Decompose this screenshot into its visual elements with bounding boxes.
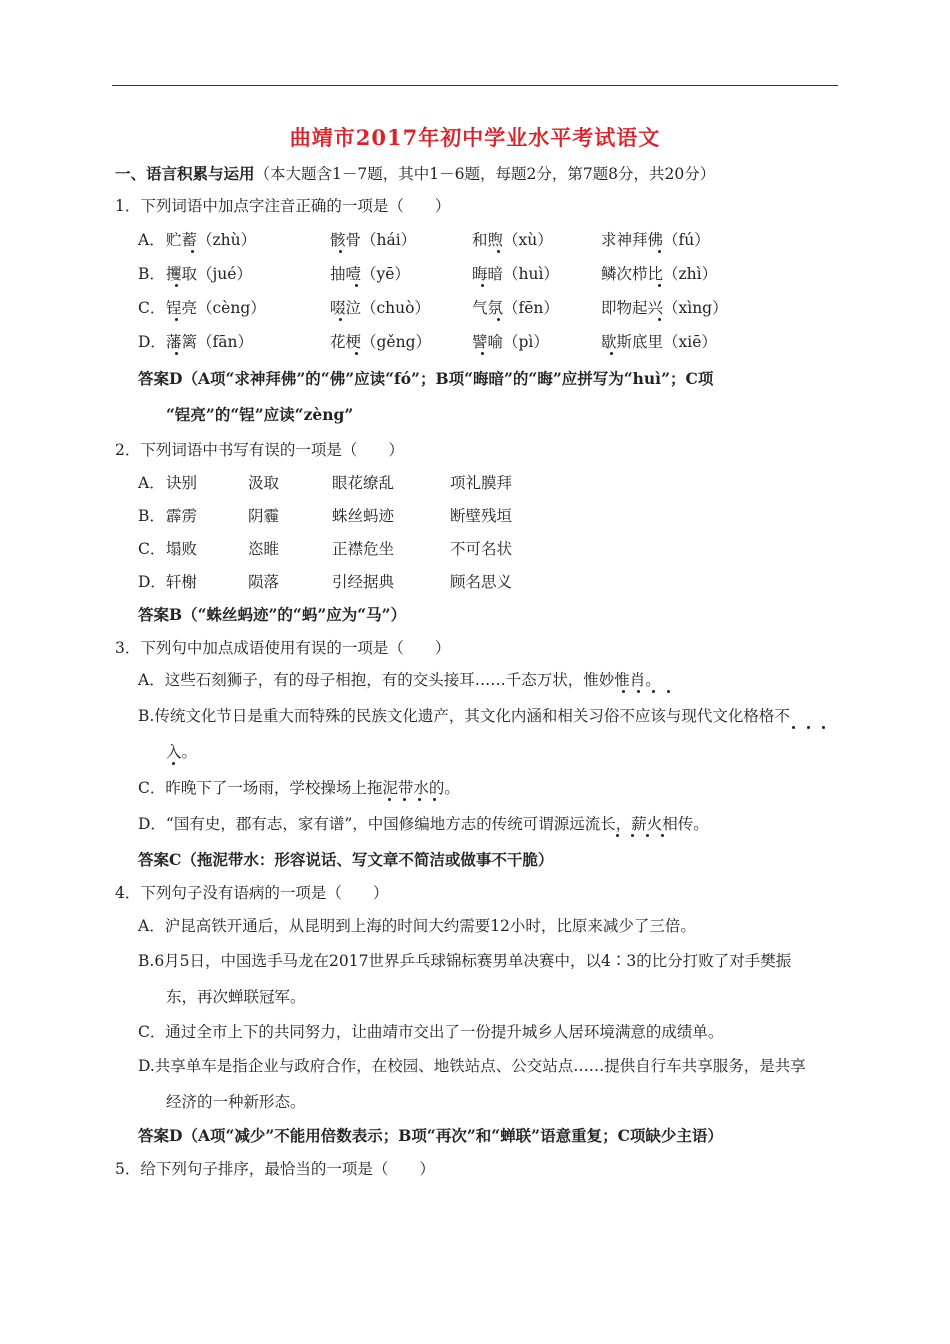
q2-b-1: 霹雳 xyxy=(166,507,198,525)
emphasis-dot xyxy=(792,726,795,729)
q1-a-4: 求神拜佛（fú） xyxy=(601,231,710,249)
q2-answer: 答案B（“蛛丝蚂迹”的“蚂”应为“马”） xyxy=(138,605,407,624)
q1-answer-line1: 答案D（A项“求神拜佛”的“佛”应读“fó”；B项“晦暗”的“晦”应拼写为“huì”；C项 xyxy=(138,369,714,388)
emphasis-dot xyxy=(631,834,634,837)
emphasis-dot xyxy=(658,318,661,321)
q1-d-2: 花梗（gěng） xyxy=(330,333,432,351)
q3-answer: 答案C（拖泥带水：形容说话、写文章不简洁或做事不干脆） xyxy=(138,850,554,869)
emphasis-dot xyxy=(418,798,421,801)
q1-answer-line2: “锃亮”的“锃”应读“zèng” xyxy=(166,405,354,424)
emphasis-dot xyxy=(481,352,484,355)
emphasis-dot xyxy=(822,726,825,729)
q3-option-d: D．“国有史，郡有志，家有谱”，中国修编地方志的传统可谓源远流长，薪火相传。 xyxy=(138,815,709,833)
emphasis-dot xyxy=(175,352,178,355)
q2-a-3: 眼花缭乱 xyxy=(332,474,395,492)
q2-a-4: 项礼膜拜 xyxy=(450,474,513,492)
q4-stem: 4．下列句子没有语病的一项是（ ） xyxy=(115,884,389,902)
q1-b-4: 鳞次栉比（zhì） xyxy=(601,265,718,283)
q3-option-b-line2: 入。 xyxy=(166,743,198,761)
section-heading xyxy=(115,164,715,184)
q1-b-1: 攫取（jué） xyxy=(166,265,252,283)
emphasis-dot xyxy=(175,284,178,287)
q2-c-label: C． xyxy=(138,540,166,558)
emphasis-dot xyxy=(637,690,640,693)
q2-c-4: 不可名状 xyxy=(450,540,513,558)
q1-c-1: 锃亮（cèng） xyxy=(166,299,266,317)
emphasis-dot xyxy=(616,834,619,837)
q3-option-a: A．这些石刻狮子，有的母子相抱，有的交头接耳……千态万状，惟妙惟肖。 xyxy=(138,671,661,689)
emphasis-dot xyxy=(658,284,661,287)
q1-a-3: 和煦（xù） xyxy=(472,231,553,249)
q1-a-2: 骸骨（hái） xyxy=(330,231,417,249)
q2-a-label: A． xyxy=(138,474,165,492)
q1-b-3: 晦暗（huì） xyxy=(472,265,559,283)
q2-stem: 2．下列词语中书写有误的一项是（ ） xyxy=(115,441,404,459)
emphasis-dot xyxy=(658,250,661,253)
q4-option-c: C．通过全市上下的共同努力，让曲靖市交出了一份提升城乡人居环境满意的成绩单。 xyxy=(138,1023,724,1041)
q2-c-2: 恣睢 xyxy=(248,540,280,558)
q2-d-2: 陨落 xyxy=(248,573,280,591)
q1-d-4: 歇斯底里（xiē） xyxy=(601,333,717,351)
emphasis-dot xyxy=(388,798,391,801)
q1-c-2: 啜泣（chuò） xyxy=(330,299,430,317)
emphasis-dot xyxy=(807,726,810,729)
emphasis-dot xyxy=(610,352,613,355)
q3-option-b-line1: B.传统文化节日是重大而特殊的民族文化遗产，其文化内涵和相关习俗不应该与现代文化格格不 xyxy=(138,707,790,725)
q2-c-3: 正襟危坐 xyxy=(332,540,395,558)
emphasis-dot xyxy=(667,690,670,693)
q4-option-d-line2: 经济的一种新形态。 xyxy=(166,1093,306,1111)
q3-stem: 3．下列句中加点成语使用有误的一项是（ ） xyxy=(115,639,451,657)
q1-b-label: B． xyxy=(138,265,165,283)
q2-b-label: B． xyxy=(138,507,165,525)
q1-c-4: 即物起兴（xìng） xyxy=(601,299,728,317)
emphasis-dot xyxy=(497,250,500,253)
q2-d-3: 引经据典 xyxy=(332,573,395,591)
q2-d-4: 顾名思义 xyxy=(450,573,513,591)
q4-option-a: A．沪昆高铁开通后，从昆明到上海的时间大约需要12小时，比原来减少了三倍。 xyxy=(138,917,696,935)
q1-c-3: 气氛（fēn） xyxy=(472,299,559,317)
emphasis-dot xyxy=(339,250,342,253)
q2-a-1: 诀别 xyxy=(166,474,198,492)
q2-b-4: 断壁残垣 xyxy=(450,507,513,525)
q1-a-1: 贮蓄（zhù） xyxy=(166,231,257,249)
q1-c-label: C． xyxy=(138,299,166,317)
q1-a-label: A． xyxy=(138,231,165,249)
emphasis-dot xyxy=(652,690,655,693)
q2-d-label: D． xyxy=(138,573,166,591)
emphasis-dot xyxy=(191,250,194,253)
q4-option-b-line2: 东，再次蝉联冠军。 xyxy=(166,988,306,1006)
q1-d-3: 譬喻（pì） xyxy=(472,333,549,351)
q2-d-1: 轩榭 xyxy=(166,573,198,591)
emphasis-dot xyxy=(175,318,178,321)
page-title: 曲靖市2017年初中学业水平考试语文 xyxy=(289,125,661,150)
emphasis-dot xyxy=(339,318,342,321)
emphasis-dot xyxy=(622,690,625,693)
q2-c-1: 塌败 xyxy=(166,540,198,558)
q2-b-3: 蛛丝蚂迹 xyxy=(332,507,395,525)
emphasis-dot xyxy=(497,318,500,321)
emphasis-dot xyxy=(355,284,358,287)
section-heading-note: （本大题含1－7题，其中1－6题，每题2分，第7题8分，共20分） xyxy=(254,165,716,183)
q1-d-label: D． xyxy=(138,333,166,351)
emphasis-dot xyxy=(355,352,358,355)
q4-answer: 答案D（A项“减少”不能用倍数表示；B项“再次”和“蝉联”语意重复；C项缺少主语） xyxy=(138,1126,723,1145)
q2-a-2: 汲取 xyxy=(248,474,280,492)
emphasis-dot xyxy=(172,762,175,765)
q3-option-c: C．昨晚下了一场雨，学校操场上拖泥带水的。 xyxy=(138,779,460,797)
emphasis-dot xyxy=(661,834,664,837)
q1-d-1: 藩篱（fān） xyxy=(166,333,253,351)
q4-option-b-line1: B.6月5日，中国选手马龙在2017世界乒乓球锦标赛男单决赛中，以4∶3的比分打败了对手樊振 xyxy=(138,952,792,970)
q2-b-2: 阴霾 xyxy=(248,507,280,525)
q1-b-2: 抽噎（yē） xyxy=(330,265,410,283)
emphasis-dot xyxy=(403,798,406,801)
emphasis-dot xyxy=(433,798,436,801)
emphasis-dot xyxy=(481,284,484,287)
q5-stem: 5．给下列句子排序，最恰当的一项是（ ） xyxy=(115,1160,435,1178)
q4-option-d-line1: D.共享单车是指企业与政府合作，在校园、地铁站点、公交站点……提供自行车共享服务，是共享 xyxy=(138,1057,806,1075)
q1-stem: 1．下列词语中加点字注音正确的一项是（ ） xyxy=(115,197,451,215)
header-rule xyxy=(112,85,838,86)
emphasis-dot xyxy=(646,834,649,837)
section-heading-text: 一、语言积累与运用 xyxy=(115,164,255,183)
